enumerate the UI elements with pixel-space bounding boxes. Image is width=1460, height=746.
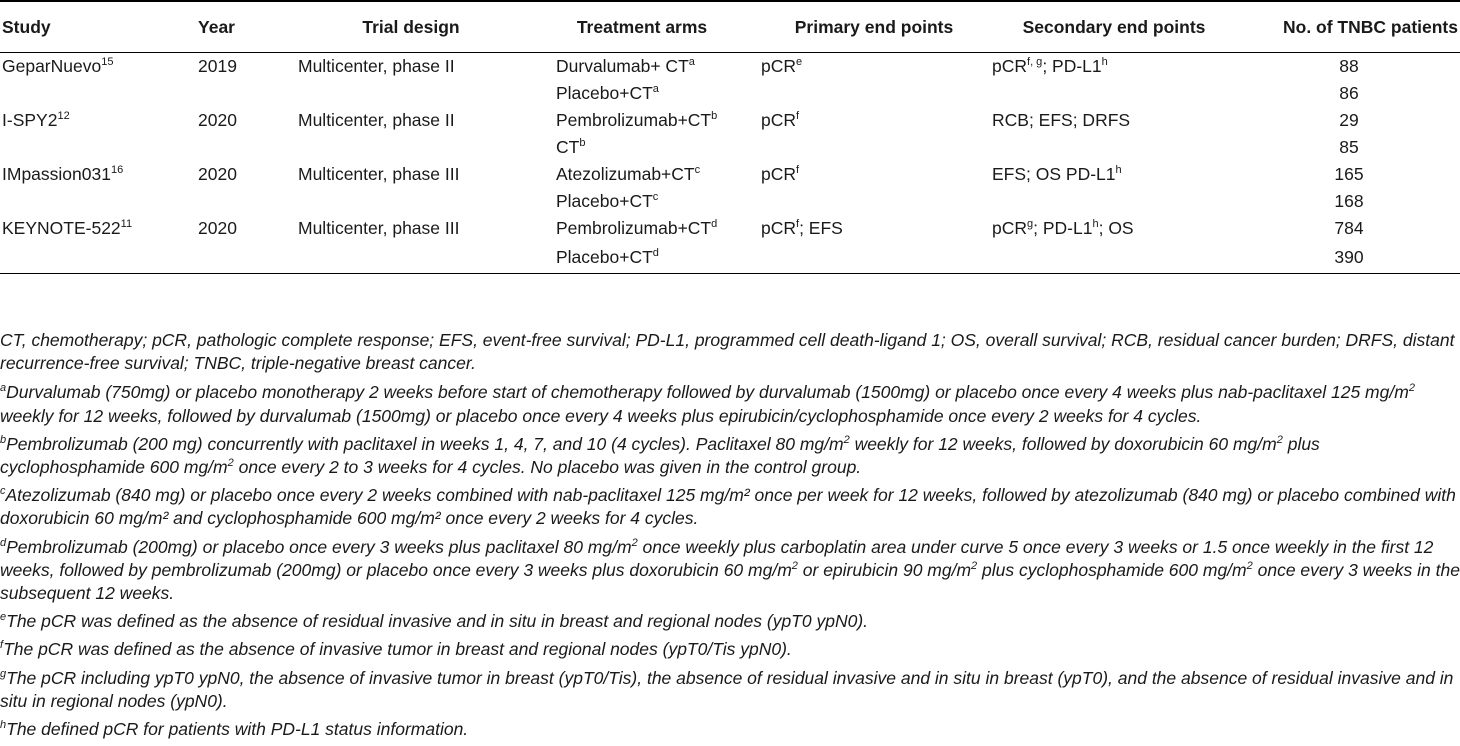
cell-year	[196, 135, 296, 162]
table-body	[0, 53, 1460, 274]
table-row	[0, 243, 1460, 274]
cell-primary-end-points	[758, 81, 990, 108]
cell-treatment-arm: $Pembrolizumab+CT^b$	[556, 110, 718, 130]
abbreviations-note: CT, chemotherapy; pCR, pathologic complete response; EFS, event-free survival; PD-L1, programmed cell death-ligand 1; OS, overall survival; RCB, residual cancer burden; DRFS, distant recurrence-free survival; TNBC, triple-negative breast cancer.	[0, 330, 1455, 374]
cell-year: 2020	[198, 218, 237, 238]
cell-year	[196, 81, 296, 108]
cell-tnbc-patients: 390	[1238, 243, 1460, 274]
cell-secondary-end-points: pCR$^{f, g}$; PD-L1$^h$	[992, 56, 1108, 76]
cell-year: 2020	[198, 164, 237, 184]
cell-tnbc-patients: 88	[1339, 56, 1359, 76]
header-tnbc-patients: No. of TNBC patients	[1238, 1, 1460, 53]
table-row	[0, 53, 1460, 81]
cell-study	[0, 243, 196, 274]
cell-tnbc-patients: 86	[1339, 83, 1359, 103]
cell-treatment-arm: $Atezolizumab+CT^c$	[556, 164, 701, 184]
cell-year: 2019	[198, 56, 237, 76]
cell-trial-design	[296, 189, 526, 216]
table-row	[0, 189, 1460, 216]
footnote-h: $^h$The defined pCR for patients with PD-L1 status information.	[0, 719, 469, 740]
cell-trial-design	[296, 135, 526, 162]
cell-study: $IMpassion031^{16}$	[2, 164, 124, 184]
cell-secondary-end-points	[990, 189, 1238, 216]
cell-primary-end-points: pCR$^f$; EFS	[761, 218, 843, 238]
footnote-e: $^e$The pCR was defined as the absence of residual invasive and in situ in breast and regional nodes (ypT0 ypN0).	[0, 611, 869, 632]
cell-secondary-end-points	[990, 81, 1238, 108]
cell-treatment-arm: $Placebo+CT^d$	[526, 243, 758, 274]
table-footnotes	[0, 329, 1460, 746]
table-row	[0, 135, 1460, 162]
cell-secondary-end-points	[990, 135, 1238, 162]
cell-trial-design: Multicenter, phase II	[298, 110, 455, 130]
cell-secondary-end-points: RCB; EFS; DRFS	[992, 110, 1131, 130]
cell-study	[0, 81, 196, 108]
cell-primary-end-points	[758, 135, 990, 162]
table-row	[0, 161, 1460, 189]
cell-trial-design: Multicenter, phase III	[298, 164, 460, 184]
footnote-c: $^c$Atezolizumab (840 mg) or placebo once every 2 weeks combined with nab-paclitaxel 125 mg/m² once per week for 12 weeks, followed by atezolizumab (840 mg) or placebo combined with doxorubicin 60 mg/m² and cyclophosphamide 600 mg/m² once every 2 weeks for 4 cycles.	[0, 485, 1456, 529]
table-row	[0, 81, 1460, 108]
footnote-b: $^b$Pembrolizumab (200 mg) concurrently with paclitaxel in weeks 1, 4, 7, and 10 (4 cycles). Paclitaxel 80 $mg/m^2$ weekly for 12 weeks, followed by doxorubicin 60 $mg/m^2$ plus cyclophosphamide 600 $mg/m^2$ once every 2 to 3 weeks for 4 cycles. No placebo was given in the control group.	[0, 433, 1320, 478]
table-row	[0, 107, 1460, 135]
cell-secondary-end-points: EFS; OS PD-L1$^h$	[992, 164, 1122, 184]
cell-study: GeparNuevo$^{15}$	[2, 56, 114, 76]
cell-trial-design: Multicenter, phase II	[298, 56, 455, 76]
header-secondary-end-points: Secondary end points	[990, 1, 1238, 53]
header-study: Study	[0, 1, 196, 53]
cell-secondary-end-points: pCR$^g$; PD-L1$^h$; OS	[992, 218, 1134, 238]
footnote-f: $^f$The pCR was defined as the absence of invasive tumor in breast and regional nodes (ypT0/Tis ypN0).	[0, 639, 792, 660]
cell-study	[0, 189, 196, 216]
footnote-g: $^g$The pCR including ypT0 ypN0, the absence of invasive tumor in breast (ypT0/Tis), the absence of residual invasive and in situ in breast (ypT0), and the absence of residual invasive and in situ in regional nodes (ypN0).	[0, 667, 1454, 711]
cell-trial-design: Multicenter, phase III	[298, 218, 460, 238]
table-row	[0, 215, 1460, 243]
cell-tnbc-patients: 784	[1334, 218, 1364, 238]
cell-study	[0, 135, 196, 162]
cell-tnbc-patients: 85	[1339, 137, 1359, 157]
footnote-d: $^d$Pembrolizumab (200mg) or placebo once every 3 weeks plus paclitaxel 80 $mg/m^2$ once weekly plus carboplatin area under curve 5 once every 3 weeks or 1.5 once weekly in the first 12 weeks, followed by pembrolizumab (200mg) or placebo once every 3 weeks plus doxorubicin 60 $mg/m^2$ or epirubicin 90 $mg/m^2$ plus cyclophosphamide 600 $mg/m^2$ once every 3 weeks in the subsequent 12 weeks.	[0, 536, 1460, 604]
cell-treatment-arm: $Placebo+CT^c$	[556, 191, 659, 211]
cell-primary-end-points: pCR$^f$	[761, 110, 800, 130]
table-header-row	[0, 1, 1460, 53]
cell-primary-end-points: pCR$^e$	[761, 56, 803, 76]
cell-secondary-end-points	[990, 243, 1238, 274]
cell-tnbc-patients: 168	[1334, 191, 1364, 211]
cell-treatment-arm: $Pembrolizumab+CT^d$	[556, 218, 718, 238]
cell-year: 2020	[198, 110, 237, 130]
header-trial-design: Trial design	[296, 1, 526, 53]
header-year: Year	[196, 1, 296, 53]
cell-study: KEYNOTE-$522^{11}$	[2, 218, 133, 238]
cell-treatment-arm: $CT^b$	[556, 137, 586, 157]
cell-primary-end-points	[758, 189, 990, 216]
cell-primary-end-points: pCR$^f$	[761, 164, 800, 184]
cell-tnbc-patients: 29	[1339, 110, 1359, 130]
cell-primary-end-points	[758, 243, 990, 274]
cell-year	[196, 243, 296, 274]
cell-study: $I-SPY2^{12}$	[2, 110, 70, 130]
cell-trial-design	[296, 243, 526, 274]
cell-tnbc-patients: 165	[1334, 164, 1364, 184]
footnote-list	[0, 381, 1460, 741]
header-primary-end-points: Primary end points	[758, 1, 990, 53]
footnote-a: $^a$Durvalumab (750mg) or placebo monotherapy 2 weeks before start of chemotherapy followed by durvalumab (1500mg) or placebo once every 4 weeks plus nab-paclitaxel 125 $mg/m^2$ weekly for 12 weeks, followed by durvalumab (1500mg) or placebo once every 4 weeks plus epirubicin/cyclophosphamide once every 2 weeks for 4 cycles.	[0, 382, 1415, 426]
cell-year	[196, 189, 296, 216]
cell-trial-design	[296, 81, 526, 108]
header-treatment-arms: Treatment arms	[526, 1, 758, 53]
cell-treatment-arm: Durvalumab+ $CT^a$	[556, 56, 695, 76]
cell-treatment-arm: $Placebo+CT^a$	[556, 83, 659, 103]
trials-table	[0, 0, 1460, 274]
